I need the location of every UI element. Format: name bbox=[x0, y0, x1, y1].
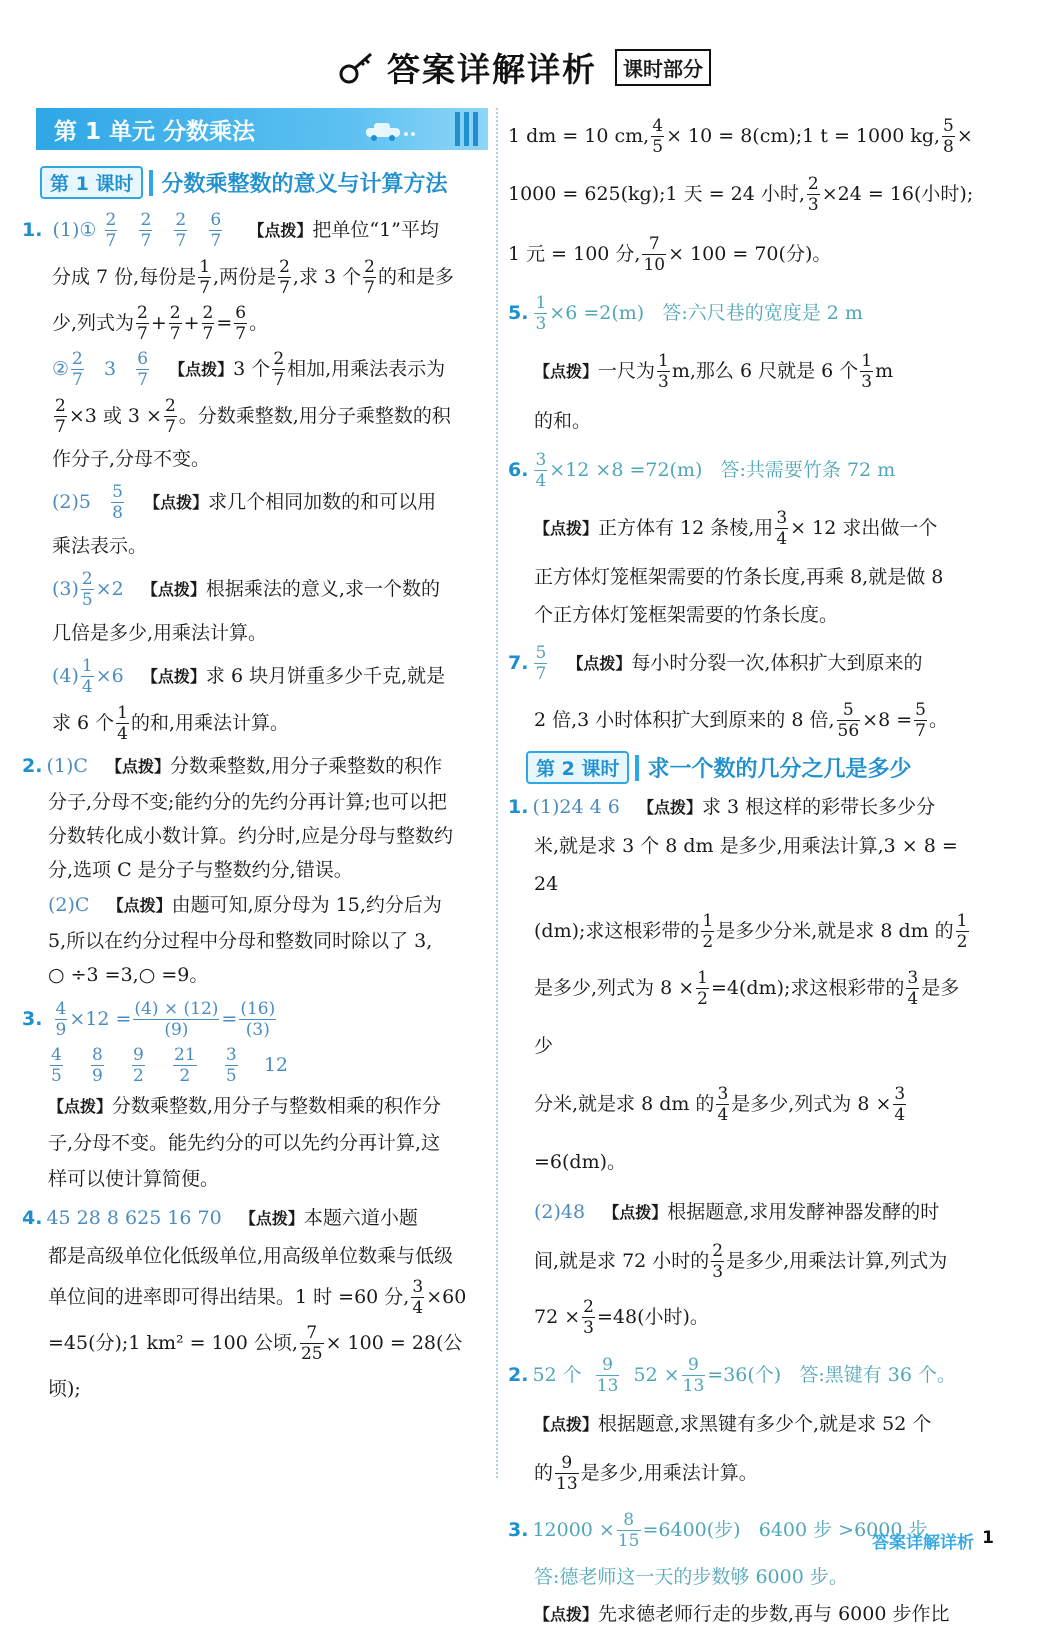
question-7 bbox=[508, 634, 978, 747]
fraction: $\frac{9}{2}$ bbox=[133, 1045, 144, 1086]
text: 。 bbox=[249, 312, 269, 334]
fraction: $\frac{1}{2}$ bbox=[697, 968, 708, 1009]
text: ×6 bbox=[95, 665, 124, 687]
text: ×6 =2(m) bbox=[549, 302, 645, 324]
text: 根据题意,求用发酵神器发酵的时 bbox=[667, 1201, 940, 1223]
text: 乘法表示。 bbox=[52, 535, 148, 557]
text: 作分子,分母不变。 bbox=[52, 448, 211, 470]
footer-label: 答案详解详析 bbox=[872, 1533, 974, 1553]
question-4-continued bbox=[508, 108, 978, 284]
text: 少,列式为 bbox=[52, 312, 135, 334]
banner-bars bbox=[455, 112, 478, 146]
text: 子,分母不变。能先约分的可以先约分再计算,这 bbox=[48, 1132, 441, 1154]
fraction: $\frac{4}{5}$ bbox=[51, 1045, 62, 1086]
question-number: 4. bbox=[22, 1207, 43, 1229]
page-number: 1 bbox=[982, 1528, 994, 1548]
fraction: $\frac{3}{5}$ bbox=[225, 1045, 237, 1086]
fraction: $\frac{9}{13}$ bbox=[596, 1355, 619, 1396]
unit-banner bbox=[36, 108, 488, 150]
page-header bbox=[0, 44, 1048, 91]
lesson-2-header bbox=[526, 751, 978, 784]
text: ② bbox=[52, 358, 70, 380]
text: 个正方体灯笼框架需要的竹条长度。 bbox=[534, 604, 839, 626]
text: 52 个 bbox=[532, 1364, 582, 1386]
fraction: $\frac{6}{7}$ bbox=[137, 349, 149, 390]
fraction: $\frac{5}{56}$ bbox=[837, 700, 860, 741]
tip-label: 【点拨】 bbox=[567, 654, 632, 673]
text: (1)24 4 6 bbox=[532, 796, 620, 818]
question-number: 3. bbox=[22, 1008, 43, 1030]
text: ×3 或 3 × bbox=[68, 405, 162, 427]
fraction: $\frac{(4) \times (12)}{(9)}$ bbox=[134, 999, 219, 1040]
text: ×12 ×8 =72(m) bbox=[549, 459, 703, 481]
fraction: $\frac{1}{3}$ bbox=[535, 293, 547, 334]
fraction: $\frac{8}{9}$ bbox=[92, 1045, 103, 1086]
fraction: $\frac{8}{15}$ bbox=[617, 1510, 640, 1551]
text: 的和。 bbox=[534, 410, 592, 432]
text: 样可以使计算简便。 bbox=[48, 1168, 220, 1190]
tip-label: 【点拨】 bbox=[637, 798, 702, 817]
lesson-1-header bbox=[40, 166, 488, 199]
text: 正方体灯笼框架需要的竹条长度,再乘 8,就是做 8 bbox=[534, 566, 944, 588]
question-number: 6. bbox=[508, 459, 529, 481]
fraction: $\frac{5}{8}$ bbox=[112, 482, 123, 523]
page-title: 答案详解详析 bbox=[387, 50, 597, 89]
text: 分米,就是求 8 dm 的 bbox=[534, 1093, 715, 1115]
fraction: $\frac{3}{4}$ bbox=[907, 968, 919, 1009]
fraction: $\frac{2}{7}$ bbox=[164, 396, 176, 437]
lesson-1-title: 分数乘整数的意义与计算方法 bbox=[161, 172, 448, 197]
fraction: $\frac{2}{7}$ bbox=[140, 210, 152, 251]
question-number: 7. bbox=[508, 652, 529, 674]
text: m bbox=[875, 360, 894, 382]
left-column bbox=[22, 108, 488, 1412]
tip-label: 【点拨】 bbox=[534, 362, 599, 381]
fraction: $\frac{2}{5}$ bbox=[81, 569, 93, 610]
lesson-2-tag: 第 2 课时 bbox=[526, 751, 629, 784]
lesson-2-question-2 bbox=[508, 1346, 978, 1501]
fraction: $\frac{2}{7}$ bbox=[175, 210, 187, 251]
fraction: $\frac{21}{2}$ bbox=[174, 1045, 196, 1086]
text: (4) bbox=[52, 665, 79, 687]
fraction: $\frac{3}{4}$ bbox=[776, 508, 788, 549]
answer-text: 答:六尺巷的宽度是 2 m bbox=[662, 302, 863, 324]
text: 米,就是求 3 个 8 dm 是多少,用乘法计算,3 × 8 = 24 bbox=[534, 835, 958, 895]
answer-text: 答:德老师这一天的步数够 6000 步。 bbox=[534, 1566, 848, 1588]
text: 相加,用乘法表示为 bbox=[287, 358, 446, 380]
text: 52 × bbox=[633, 1364, 680, 1386]
tip-label: 【点拨】 bbox=[106, 757, 171, 776]
text: 6400 步 >6000 步 bbox=[758, 1519, 928, 1541]
question-number: 3. bbox=[508, 1519, 529, 1541]
question-number: 2. bbox=[22, 755, 43, 777]
fraction: $\frac{2}{7}$ bbox=[273, 349, 285, 390]
fraction: $\frac{7}{10}$ bbox=[643, 234, 666, 275]
text: 根据乘法的意义,求一个数的 bbox=[205, 578, 440, 600]
text: 5,所以在约分过程中分母和整数同时除以了 3, bbox=[48, 930, 433, 952]
column-divider bbox=[496, 108, 498, 1478]
text: 求 6 块月饼重多少千克,就是 bbox=[205, 665, 446, 687]
text: (1)C bbox=[46, 755, 88, 777]
text: × bbox=[956, 125, 973, 147]
lesson-2-question-1 bbox=[508, 788, 978, 1346]
text: 1000 = 625(kg);1 天 = 24 小时, bbox=[508, 183, 805, 205]
fraction: $\frac{2}{7}$ bbox=[137, 303, 148, 344]
fraction: $\frac{5}{8}$ bbox=[943, 116, 954, 157]
text: 2 倍,3 小时体积扩大到原来的 8 倍, bbox=[534, 709, 835, 731]
question-3 bbox=[22, 996, 488, 1197]
text: 本题六道小题 bbox=[303, 1207, 418, 1229]
question-number: 5. bbox=[508, 302, 529, 324]
fraction: $\frac{1}{3}$ bbox=[861, 351, 873, 392]
text: 由题可知,原分母为 15,约分后为 bbox=[171, 894, 442, 916]
text: × 100 = 70(分)。 bbox=[668, 243, 832, 265]
fraction: $\frac{5}{7}$ bbox=[535, 643, 547, 684]
text: 几倍是多少,用乘法计算。 bbox=[52, 622, 268, 644]
text: 1 dm = 10 cm, bbox=[508, 125, 650, 147]
fraction: $\frac{2}{7}$ bbox=[72, 349, 83, 390]
tip-label: 【点拨】 bbox=[534, 1605, 599, 1624]
fraction: $\frac{1}{2}$ bbox=[956, 911, 968, 952]
fraction: $\frac{1}{4}$ bbox=[117, 703, 128, 744]
text: 一尺为 bbox=[598, 360, 656, 382]
text: 72 × bbox=[534, 1306, 581, 1328]
text: 是多少 bbox=[534, 977, 960, 1057]
text: ×24 = 16(小时); bbox=[821, 183, 974, 205]
question-number: 2. bbox=[508, 1364, 529, 1386]
fraction: $\frac{2}{7}$ bbox=[202, 303, 214, 344]
text: 分成 7 份,每份是 bbox=[52, 266, 197, 288]
fraction: $\frac{2}{3}$ bbox=[712, 1241, 724, 1282]
fraction: $\frac{2}{7}$ bbox=[364, 257, 375, 298]
text: 是多少,列式为 8 × bbox=[534, 977, 695, 999]
lesson-2-question-3 bbox=[508, 1501, 978, 1634]
text: × 100 = 28(公顷); bbox=[48, 1332, 463, 1400]
fraction: $\frac{3}{4}$ bbox=[412, 1277, 424, 1318]
fraction: $\frac{9}{13}$ bbox=[682, 1355, 705, 1396]
fraction: $\frac{5}{7}$ bbox=[915, 700, 926, 741]
fraction: $\frac{2}{7}$ bbox=[169, 303, 181, 344]
text: × 12 求出做一个 bbox=[790, 517, 938, 539]
fraction: $\frac{2}{3}$ bbox=[583, 1297, 594, 1338]
answer-text: 答:黑键有 36 个。 bbox=[799, 1364, 957, 1386]
text: 都是高级单位化低级单位,用高级单位数乘与低级 bbox=[48, 1245, 454, 1267]
text: 正方体有 12 条棱,用 bbox=[598, 517, 774, 539]
fraction: $\frac{1}{7}$ bbox=[199, 257, 211, 298]
lesson-1-tag: 第 1 课时 bbox=[40, 166, 143, 199]
fraction: $\frac{1}{2}$ bbox=[702, 911, 714, 952]
fraction: $\frac{7}{25}$ bbox=[300, 1323, 323, 1364]
text: 每小时分裂一次,体积扩大到原来的 bbox=[631, 652, 923, 674]
fraction: $\frac{4}{9}$ bbox=[55, 999, 67, 1040]
car-icon bbox=[362, 120, 418, 142]
text: 求几个相同加数的和可以用 bbox=[208, 491, 437, 513]
text: ×2 bbox=[95, 578, 124, 600]
text: × 10 = 8(cm);1 t = 1000 kg, bbox=[666, 125, 941, 147]
text: 是多少分米,就是求 8 dm 的 bbox=[716, 920, 954, 942]
right-column bbox=[508, 108, 978, 1634]
question-number: 1. bbox=[22, 219, 43, 241]
text: 12 bbox=[263, 1054, 288, 1076]
tip-label: 【点拨】 bbox=[534, 1415, 599, 1434]
text: 。 bbox=[928, 709, 948, 731]
fraction: $\frac{(16)}{(3)}$ bbox=[240, 999, 276, 1040]
tip-label: 【点拨】 bbox=[144, 493, 209, 512]
text: 12000 × bbox=[532, 1519, 615, 1541]
unit-title: 第 1 单元 分数乘法 bbox=[54, 118, 256, 145]
text: 的和,用乘法计算。 bbox=[131, 712, 290, 734]
text: ,两份是 bbox=[213, 266, 277, 288]
fraction: $\frac{2}{3}$ bbox=[807, 174, 819, 215]
text: 求 3 根这样的彩带长多少分 bbox=[701, 796, 936, 818]
text: 是多少,用乘法计算,列式为 bbox=[726, 1250, 948, 1272]
text: 45 28 8 625 16 70 bbox=[46, 1207, 222, 1229]
text: 分数转化成小数计算。约分时,应是分母与整数约 bbox=[48, 825, 454, 847]
text: 分,选项 C 是分子与整数约分,错误。 bbox=[48, 859, 353, 881]
text: 分子,分母不变;能约分的先约分再计算;也可以把 bbox=[48, 791, 447, 813]
text: (2)C bbox=[48, 894, 90, 916]
text: 的 bbox=[534, 1462, 554, 1484]
question-number: 1. bbox=[508, 796, 529, 818]
answer-text: 答:共需要竹条 72 m bbox=[720, 459, 896, 481]
text: (1)① bbox=[52, 219, 97, 241]
fraction: $\frac{2}{7}$ bbox=[105, 210, 117, 251]
fraction: $\frac{1}{3}$ bbox=[658, 351, 669, 392]
fraction: $\frac{2}{7}$ bbox=[279, 257, 290, 298]
text: 求 6 个 bbox=[52, 712, 115, 734]
tip-label: 【点拨】 bbox=[141, 580, 206, 599]
fraction: $\frac{3}{4}$ bbox=[894, 1084, 906, 1125]
text: ,求 3 个 bbox=[292, 266, 362, 288]
fraction: $\frac{3}{4}$ bbox=[717, 1084, 729, 1125]
text: 1 元 = 100 分, bbox=[508, 243, 641, 265]
text: 根据题意,求黑键有多少个,就是求 52 个 bbox=[598, 1413, 932, 1435]
tip-label: 【点拨】 bbox=[603, 1203, 668, 1222]
fraction: $\frac{2}{7}$ bbox=[55, 396, 66, 437]
text: =48(小时)。 bbox=[596, 1306, 709, 1328]
text: 是多少,用乘法计算。 bbox=[580, 1462, 758, 1484]
fraction: $\frac{4}{5}$ bbox=[652, 116, 664, 157]
text: 是多少,列式为 8 × bbox=[731, 1093, 892, 1115]
text: =36(个) bbox=[707, 1364, 782, 1386]
text: = bbox=[221, 1008, 238, 1030]
text: 单位间的进率即可得出结果。1 时 =60 分, bbox=[48, 1286, 410, 1308]
tip-label: 【点拨】 bbox=[248, 221, 313, 240]
tip-label: 【点拨】 bbox=[107, 896, 172, 915]
fraction: $\frac{6}{7}$ bbox=[210, 210, 222, 251]
text: =6(dm)。 bbox=[534, 1151, 627, 1173]
lesson-2-title: 求一个数的几分之几是多少 bbox=[647, 757, 912, 782]
text: (2)48 bbox=[534, 1201, 586, 1223]
text: =45(分);1 km² = 100 公顷, bbox=[48, 1332, 298, 1354]
tip-label: 【点拨】 bbox=[141, 667, 206, 686]
question-4 bbox=[22, 1199, 488, 1412]
question-1: 1. (1)① $\frac{2}{7}$ $\frac{2}{7}$ $\frac{2}{7}$ $\frac{6}{7}$ 【点拨】把单位“1”平均 分成 7 份,每份是 $\frac{1}{7}$ ,两份是 $\frac{2}{7}$ ,求 3 个 $\frac{2}{7}$ 的和是多 少,列式为 $\frac{2}{7}$ + $\frac{2}{7}$ + $\frac{2}{7}$ = $\frac{6}{7}$ 。 ② $\frac{2}{7}$ 3 $\frac{6}{7}$ 【点拨】3 个 $\frac{2}{7}$ 相加,用乘法表示为 $\frac{2}{7}$ ×3 或 3 × $\frac{2}{7}$ 。分数乘整数,用分子乘整数的积 作分子,分母不变。 (2)5 $\frac{5}{8}$ 【点拨】求几个相同加数的和可以用 乘法表示。 (3) $\frac{2}{5}$ ×2 【点拨】根据乘法的意义,求一个数的 几倍是多少,用乘法计算。 (4) $\frac{1}{4}$ ×6 【点拨】求 6 块月饼重多少千克,就是 求 6 个 $\frac{1}{4}$ 的和,用乘法计算。 bbox=[22, 210, 454, 744]
question-6 bbox=[508, 441, 978, 634]
text: 。分数乘整数,用分子乘整数的积 bbox=[178, 405, 451, 427]
fraction: $\frac{1}{4}$ bbox=[81, 656, 93, 697]
fraction: $\frac{3}{4}$ bbox=[535, 450, 547, 491]
text: (2)5 bbox=[52, 491, 92, 513]
tip-label: 【点拨】 bbox=[239, 1209, 304, 1228]
text: 分数乘整数,用分子乘整数的积作 bbox=[170, 755, 443, 777]
text: (3) bbox=[52, 578, 79, 600]
fraction: $\frac{6}{7}$ bbox=[235, 303, 247, 344]
text: ×12 = bbox=[69, 1008, 132, 1030]
text: (dm);求这根彩带的 bbox=[534, 920, 700, 942]
text: 把单位“1”平均 bbox=[312, 219, 439, 241]
key-icon bbox=[337, 50, 377, 86]
text: m,那么 6 尺就是 6 个 bbox=[671, 360, 859, 382]
text: ×60 bbox=[426, 1286, 467, 1308]
text: ×8 = bbox=[862, 709, 913, 731]
text: =4(dm);求这根彩带的 bbox=[710, 977, 905, 999]
tip-label: 【点拨】 bbox=[534, 519, 599, 538]
text: 先求德老师行走的步数,再与 6000 步作比 bbox=[598, 1603, 950, 1625]
fraction: $\frac{9}{13}$ bbox=[556, 1453, 578, 1494]
text: 分数乘整数,用分子与整数相乘的积作分 bbox=[112, 1095, 442, 1117]
tip-label: 【点拨】 bbox=[169, 360, 234, 379]
question-2 bbox=[22, 748, 488, 992]
text: 的和是多 bbox=[377, 266, 454, 288]
text: ○ ÷3 =3,○ =9。 bbox=[48, 964, 209, 986]
tip-label: 【点拨】 bbox=[48, 1097, 113, 1116]
section-tag: 课时部分 bbox=[615, 49, 711, 86]
text: 间,就是求 72 小时的 bbox=[534, 1250, 710, 1272]
text: =6400(步) bbox=[642, 1519, 741, 1541]
text: 3 个 bbox=[233, 358, 271, 380]
question-5 bbox=[508, 284, 978, 441]
